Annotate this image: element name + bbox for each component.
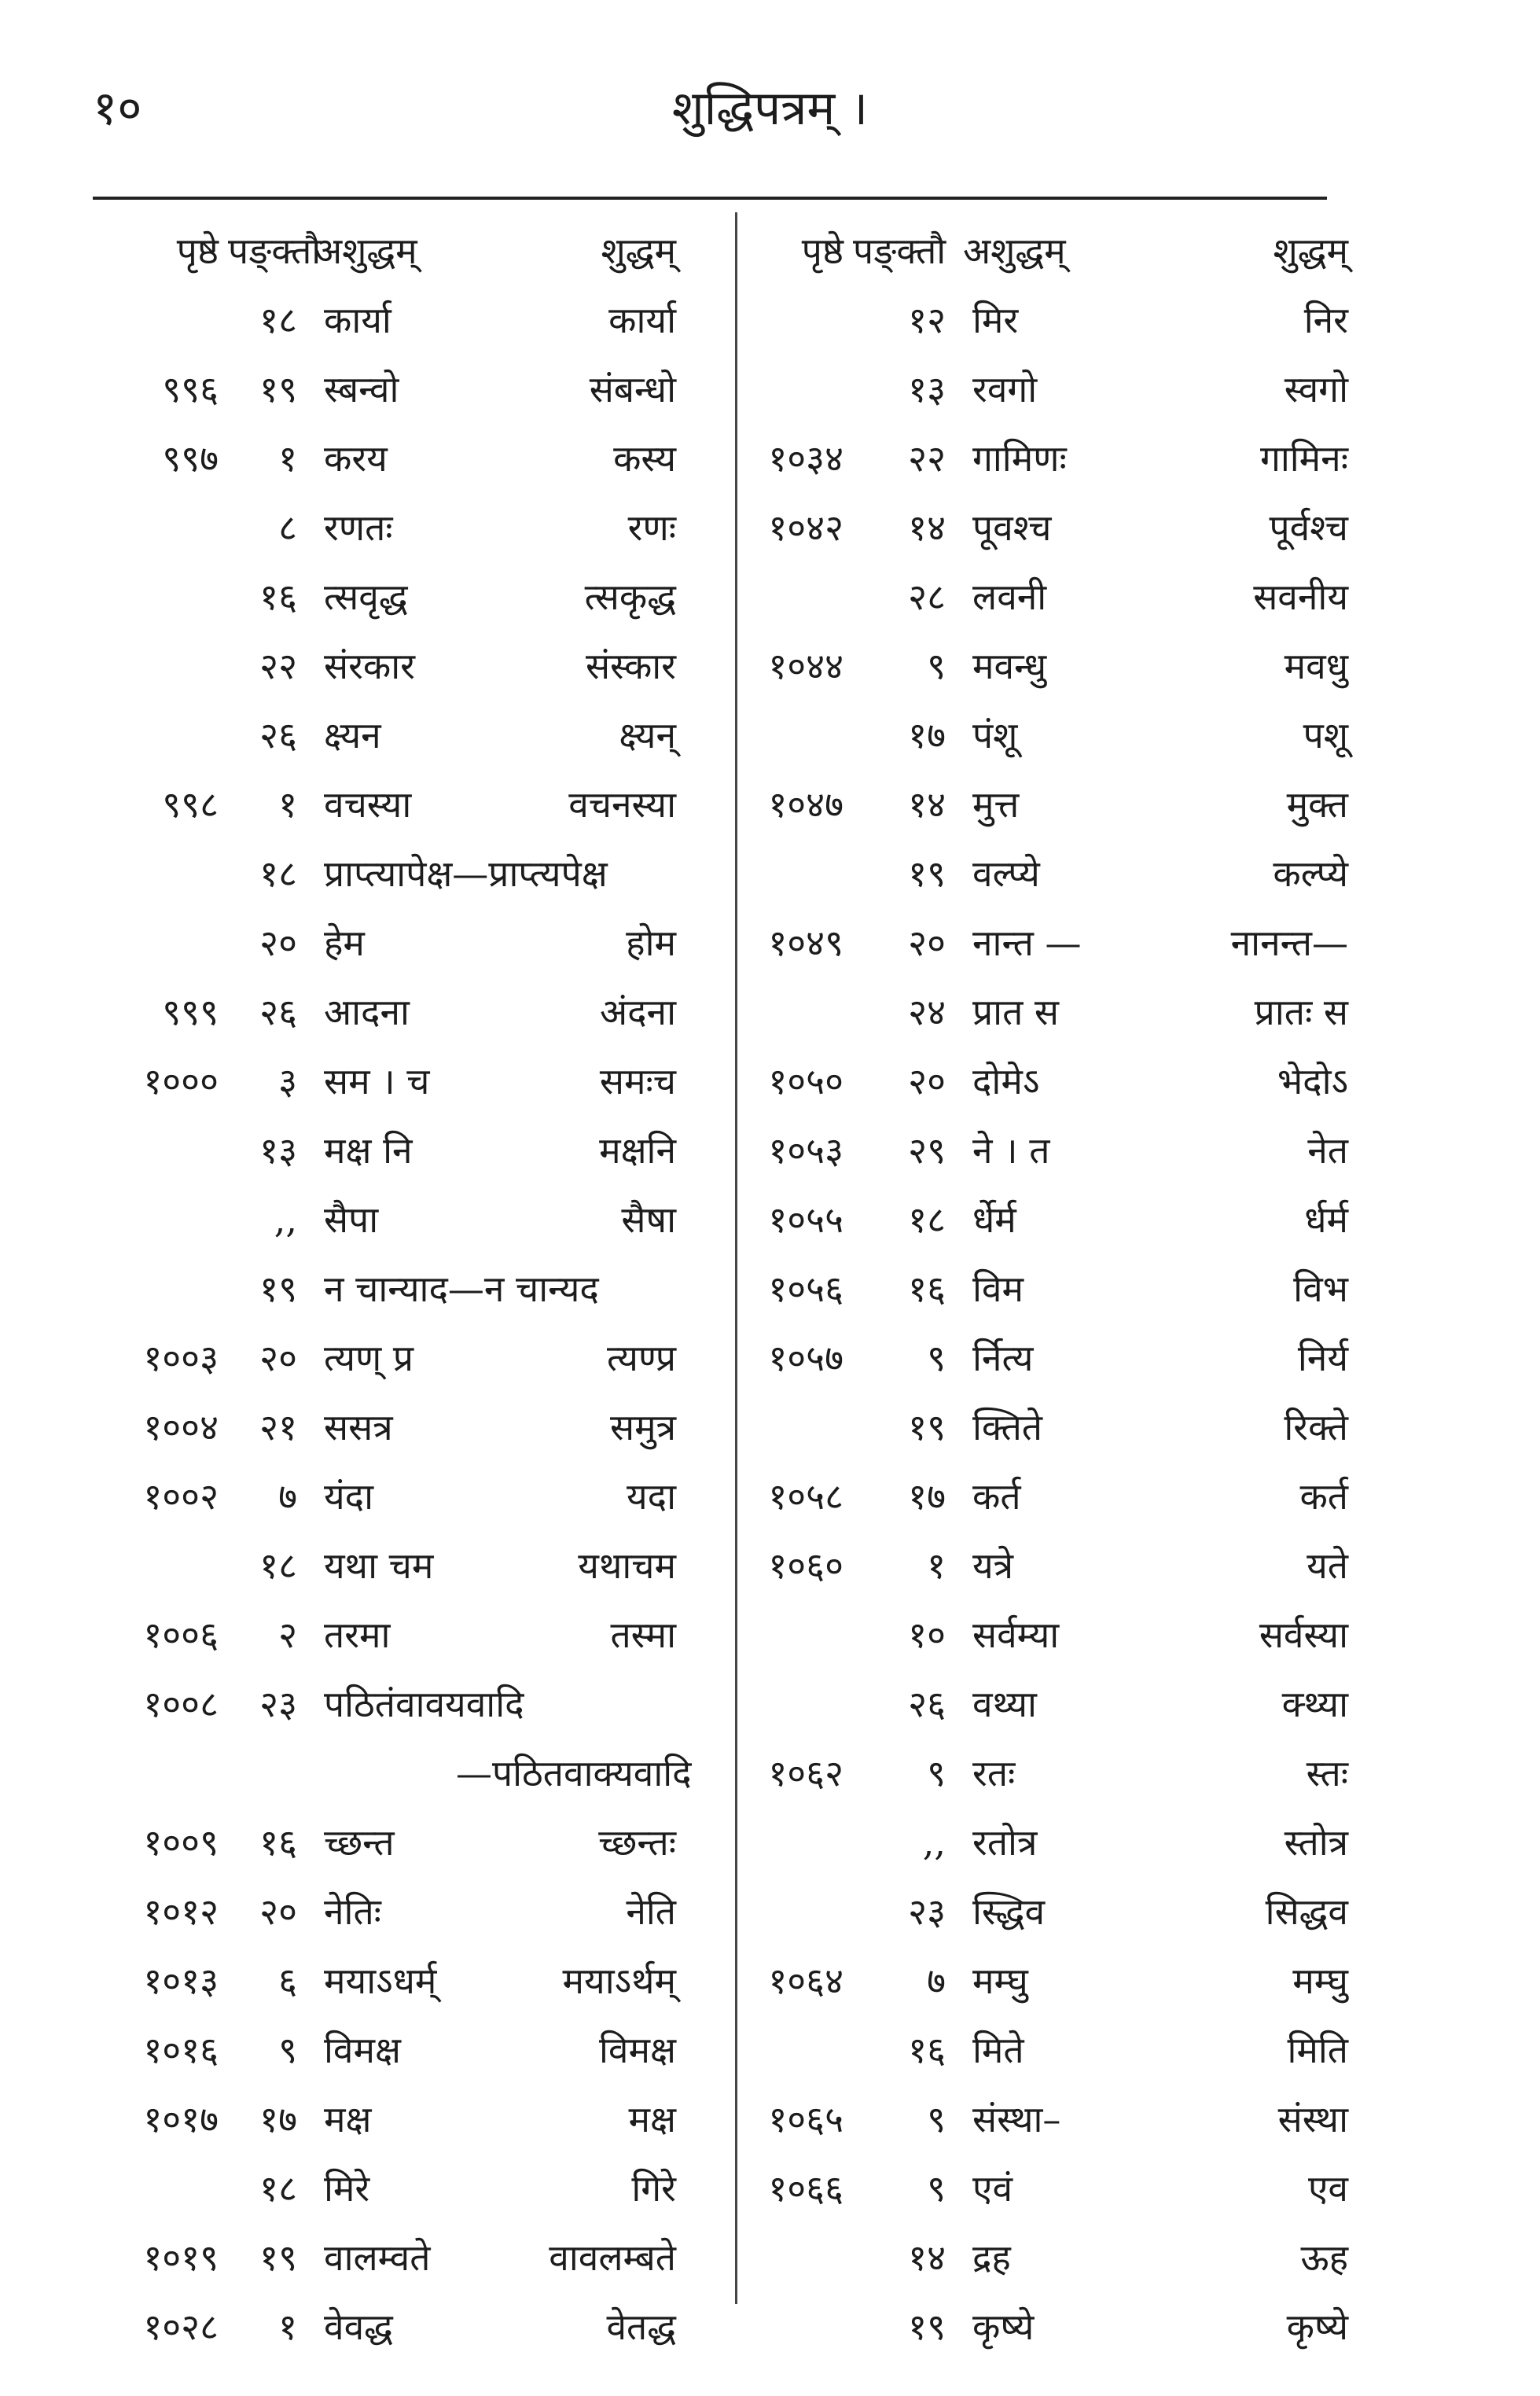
errata-incorrect-text: मिरे [324, 2167, 370, 2210]
header-right: शुद्धम् [1273, 230, 1348, 272]
errata-page-number: १०२८ [143, 2306, 219, 2348]
errata-correct-text: त्यण्प्र [606, 1337, 676, 1379]
errata-page-number: १०१७ [143, 2098, 219, 2140]
errata-incorrect-text: कृष्ये [972, 2306, 1035, 2348]
errata-line-number: १६ [259, 576, 297, 618]
errata-row [110, 2085, 727, 2154]
errata-row [110, 770, 727, 839]
errata-page-number: १०४४ [768, 645, 844, 687]
errata-page-number: १००२ [143, 1475, 219, 1518]
errata-row [110, 1946, 727, 2015]
errata-row [727, 770, 1360, 839]
page-number: १० [93, 81, 142, 136]
errata-incorrect-text: नेतिः [324, 1890, 381, 1933]
errata-row [110, 1323, 727, 1393]
errata-correct-text: यथाचम [578, 1544, 676, 1587]
header-right: शुद्धम् [601, 230, 676, 272]
errata-page-number: १०४९ [768, 922, 844, 964]
errata-row [110, 1116, 727, 1185]
errata-row [110, 1393, 727, 1462]
errata-row [727, 1323, 1360, 1393]
errata-row [727, 424, 1360, 493]
column-header-row [727, 216, 1360, 285]
errata-line-number: २३ [259, 1683, 297, 1725]
errata-row [110, 355, 727, 424]
errata-row [727, 1600, 1360, 1669]
errata-row [110, 2292, 727, 2361]
errata-incorrect-text: स्बन्वो [324, 368, 399, 410]
errata-correct-text: विभ [1293, 1268, 1348, 1310]
errata-page-number: १०६० [768, 1544, 844, 1587]
header-line: पङ्क्तौ [228, 230, 322, 272]
errata-row [727, 2223, 1360, 2292]
errata-correct-text: क्थ्या [1281, 1683, 1348, 1725]
errata-page-number: १०४२ [768, 506, 844, 549]
errata-row [110, 2015, 727, 2085]
errata-line-number: १ [927, 1544, 946, 1587]
errata-page-number: १०५५ [768, 1198, 844, 1241]
errata-incorrect-text: त्सवृद्ध [324, 576, 408, 618]
errata-line-number: २० [908, 1060, 946, 1102]
errata-line-number: १ [278, 437, 297, 480]
errata-line-number: २० [908, 922, 946, 964]
errata-row [727, 1531, 1360, 1600]
errata-row [110, 701, 727, 770]
errata-row [110, 285, 727, 355]
errata-line-number: २३ [908, 1890, 946, 1933]
errata-correct-text: वचनस्या [568, 783, 676, 826]
errata-row [727, 2154, 1360, 2223]
errata-incorrect-text: गामिणः [972, 437, 1067, 480]
errata-line-number: ८ [278, 506, 297, 549]
errata-row [727, 1462, 1360, 1531]
errata-page-number: १००३ [143, 1337, 219, 1379]
errata-row [110, 1254, 727, 1323]
errata-incorrect-text: न चान्याद—न चान्यद [324, 1268, 599, 1310]
errata-line-number: ,, [922, 1821, 946, 1864]
errata-row [110, 1739, 727, 1808]
errata-incorrect-text: वेवद्ध [324, 2306, 393, 2348]
errata-incorrect-text: सर्वम्या [972, 1614, 1060, 1656]
errata-line-number: ९ [927, 1752, 946, 1794]
errata-line-number: ९ [927, 2167, 946, 2210]
errata-incorrect-text: क्ष्यन [324, 714, 381, 756]
errata-line-number: ९ [927, 1337, 946, 1379]
header-page: पृष्ठे [176, 230, 219, 272]
errata-line-number: ,, [274, 1198, 297, 1241]
errata-row [727, 631, 1360, 701]
errata-correct-text: नेत [1307, 1129, 1348, 1172]
errata-row [110, 2223, 727, 2292]
errata-page-number: १०५८ [768, 1475, 844, 1518]
errata-table [110, 216, 1360, 2361]
errata-correct-text: संस्कार [585, 645, 676, 687]
errata-correct-text: रिक्ते [1284, 1406, 1348, 1448]
errata-incorrect-text: यंदा [324, 1475, 374, 1518]
errata-row [727, 1808, 1360, 1877]
errata-panel-left [110, 216, 727, 2361]
errata-incorrect-text: पूवश्च [972, 506, 1052, 549]
errata-row [110, 1669, 727, 1739]
errata-incorrect-text: कार्या [324, 299, 391, 341]
errata-row [727, 1669, 1360, 1739]
errata-line-number: ९ [278, 2029, 297, 2071]
errata-page-number: १०३४ [768, 437, 844, 480]
errata-row [727, 355, 1360, 424]
errata-page-number: १०५७ [768, 1337, 844, 1379]
errata-incorrect-text: मयाऽधर्म् [324, 1960, 437, 2002]
errata-incorrect-text: रवगो [972, 368, 1038, 410]
errata-line-number: १८ [259, 852, 297, 895]
errata-correct-text: कार्या [608, 299, 676, 341]
errata-row [110, 1462, 727, 1531]
errata-line-number: १८ [259, 299, 297, 341]
errata-incorrect-text: दोमेऽ [972, 1060, 1040, 1102]
errata-page-number: १०५० [768, 1060, 844, 1102]
header-line: पङ्क्तौ [853, 230, 946, 272]
errata-correct-text: निर [1303, 299, 1348, 341]
errata-correct-text: नानन्त— [1230, 922, 1348, 964]
errata-incorrect-text: पठितंवावयवादि [324, 1683, 524, 1725]
errata-incorrect-text: ससत्र [324, 1406, 393, 1448]
errata-incorrect-text: एवं [972, 2167, 1013, 2210]
errata-line-number: १८ [908, 1198, 946, 1241]
errata-line-number: १९ [908, 852, 946, 895]
errata-page-number: १००९ [143, 1821, 219, 1864]
errata-line-number: ३ [278, 1060, 297, 1102]
errata-correct-text: सर्वस्या [1259, 1614, 1348, 1656]
errata-line-number: २६ [908, 1683, 946, 1725]
errata-line-number: १८ [259, 2167, 297, 2210]
errata-row [110, 839, 727, 908]
errata-correct-text: मयाऽर्थम् [562, 1960, 676, 2002]
errata-row [110, 1047, 727, 1116]
errata-incorrect-text: मम्घु [972, 1960, 1028, 2002]
errata-line-number: २४ [908, 991, 946, 1033]
errata-incorrect-text: त्यण् प्र [324, 1337, 414, 1379]
errata-line-number: २६ [259, 714, 297, 756]
errata-line-number: १६ [259, 1821, 297, 1864]
errata-row [110, 493, 727, 562]
errata-correct-text: वेतद्ध [606, 2306, 676, 2348]
errata-correct-text: पशू [1303, 714, 1348, 756]
errata-line-number: २६ [259, 991, 297, 1033]
errata-line-number: १ [278, 2306, 297, 2348]
errata-page-number: १०१२ [143, 1890, 219, 1933]
page-title: शुद्धिपत्रम् । [671, 81, 869, 136]
errata-page-number: १०६२ [768, 1752, 844, 1794]
errata-incorrect-text: कर्त [972, 1475, 1021, 1518]
errata-incorrect-text: वचस्या [324, 783, 412, 826]
errata-row [110, 908, 727, 977]
errata-page-number: ९९९ [162, 991, 219, 1033]
errata-line-number: २१ [259, 1406, 297, 1448]
errata-correct-text: एव [1307, 2167, 1348, 2210]
errata-page-number: १००६ [143, 1614, 219, 1656]
errata-row [727, 1185, 1360, 1254]
errata-incorrect-text: र्नित्य [972, 1337, 1034, 1379]
errata-line-number: १९ [908, 2306, 946, 2348]
errata-incorrect-text: च्छन्त [324, 1821, 395, 1864]
errata-correct-text: भेदोऽ [1277, 1060, 1348, 1102]
errata-line-number: १९ [259, 2236, 297, 2279]
errata-correct-text: वावलम्बते [549, 2236, 676, 2279]
errata-line-number: २० [259, 1337, 297, 1379]
errata-incorrect-text: पंशू [972, 714, 1018, 756]
errata-line-number: १८ [259, 1544, 297, 1587]
errata-row [110, 977, 727, 1047]
errata-incorrect-text: द्रह [972, 2236, 1011, 2279]
errata-correct-text: पूर्वश्च [1269, 506, 1348, 549]
errata-page-number: १००४ [143, 1406, 219, 1448]
errata-line-number: १९ [259, 1268, 297, 1310]
errata-correct-text: गामिनः [1259, 437, 1348, 480]
errata-correct-text: स्वगो [1284, 368, 1348, 410]
errata-incorrect-text: संरकार [324, 645, 415, 687]
errata-line-number: ७ [927, 1960, 946, 2002]
errata-correct-text: कस्य [613, 437, 676, 480]
errata-row [727, 908, 1360, 977]
errata-correct-text: क्ष्यन् [619, 714, 676, 756]
errata-correct-text: गिरे [631, 2167, 676, 2210]
errata-correct-text: मवधु [1284, 645, 1348, 687]
errata-line-number: १६ [908, 2029, 946, 2071]
errata-incorrect-text: यथा चम [324, 1544, 434, 1587]
errata-row [110, 424, 727, 493]
errata-correct-text: त्सकृद्ध [584, 576, 676, 618]
errata-line-number: २८ [908, 576, 946, 618]
errata-correct-text: तस्मा [610, 1614, 676, 1656]
errata-row [727, 1946, 1360, 2015]
errata-line-number: १७ [908, 1475, 946, 1518]
errata-correct-text: र्धर्म [1304, 1198, 1348, 1241]
errata-panel-right [727, 216, 1360, 2361]
errata-page-number: १०६५ [768, 2098, 844, 2140]
errata-incorrect-text: वथ्या [972, 1683, 1037, 1725]
errata-line-number: १७ [908, 714, 946, 756]
errata-line-number: २२ [259, 645, 297, 687]
errata-incorrect-text: तरमा [324, 1614, 391, 1656]
errata-page-number: १०१६ [143, 2029, 219, 2071]
errata-correct-text: ऊह [1300, 2236, 1348, 2279]
errata-line-number: ९ [927, 645, 946, 687]
errata-incorrect-text: आदना [324, 991, 410, 1033]
errata-page-number: ९९७ [162, 437, 219, 480]
errata-correct-text: कृष्ये [1286, 2306, 1348, 2348]
errata-line-number: १९ [259, 368, 297, 410]
errata-row [727, 839, 1360, 908]
errata-correct-text: सैषा [621, 1198, 676, 1241]
errata-correct-text: नेति [626, 1890, 676, 1933]
errata-line-number: २२ [908, 437, 946, 480]
errata-page-number: १००८ [143, 1683, 219, 1725]
errata-page-number: १००० [143, 1060, 219, 1102]
errata-page-number: ९९८ [162, 783, 219, 826]
errata-row [727, 1877, 1360, 1946]
column-header-row [110, 216, 727, 285]
errata-line-number: १३ [259, 1129, 297, 1172]
errata-row [727, 285, 1360, 355]
errata-incorrect-text: क्तिते [972, 1406, 1043, 1448]
header-wrong: अशुद्धम् [963, 230, 1066, 272]
errata-correct-text: च्छन्तः [598, 1821, 676, 1864]
errata-incorrect-text: ने । त [972, 1129, 1050, 1172]
errata-correct-text: सिद्धव [1265, 1890, 1348, 1933]
errata-row [110, 1531, 727, 1600]
errata-page-number: १०६६ [768, 2167, 844, 2210]
errata-incorrect-text: संस्था– [972, 2098, 1061, 2140]
errata-incorrect-text: प्रात स [972, 991, 1060, 1033]
errata-page-number: १०५३ [768, 1129, 844, 1172]
errata-line-number: ९ [927, 2098, 946, 2140]
errata-page-number: १०५६ [768, 1268, 844, 1310]
errata-line-number: २० [259, 922, 297, 964]
errata-incorrect-text: लवनी [972, 576, 1047, 618]
errata-correct-text: यते [1307, 1544, 1348, 1587]
errata-line-number: १९ [908, 1406, 946, 1448]
errata-row [727, 701, 1360, 770]
errata-incorrect-text: करय [324, 437, 388, 480]
errata-correct-text: समुत्र [610, 1406, 676, 1448]
errata-row [727, 493, 1360, 562]
errata-correct-text: सवनीय [1253, 576, 1348, 618]
errata-incorrect-text: नान्त — [972, 922, 1082, 964]
errata-page-number: १०६४ [768, 1960, 844, 2002]
errata-correct-text: समःच [599, 1060, 676, 1102]
errata-correct-text: मम्घु [1292, 1960, 1348, 2002]
errata-line-number: १४ [908, 783, 946, 826]
errata-correct-text: प्रातः स [1254, 991, 1348, 1033]
errata-row [110, 1808, 727, 1877]
errata-row [110, 1877, 727, 1946]
errata-incorrect-text: सम । च [324, 1060, 430, 1102]
errata-row [727, 1254, 1360, 1323]
errata-line-number: १० [908, 1614, 946, 1656]
errata-row [110, 2154, 727, 2223]
top-rule [93, 197, 1327, 200]
errata-incorrect-text: यत्रे [972, 1544, 1014, 1587]
errata-correct-text: स्तः [1306, 1752, 1348, 1794]
errata-page-number: १०४७ [768, 783, 844, 826]
errata-line-number: १ [278, 783, 297, 826]
errata-incorrect-text: वल्प्ये [972, 852, 1040, 895]
errata-incorrect-text: स्द्धिव [972, 1890, 1046, 1933]
errata-correct-text: मिति [1287, 2029, 1348, 2071]
errata-row [727, 562, 1360, 631]
errata-incorrect-text: मवन्धु [972, 645, 1047, 687]
errata-row [727, 1739, 1360, 1808]
errata-correct-text: कल्प्ये [1273, 852, 1348, 895]
errata-row [110, 1185, 727, 1254]
errata-correct-text: मक्षनि [599, 1129, 676, 1172]
header-page: पृष्ठे [801, 230, 844, 272]
errata-line-number: २ [278, 1614, 297, 1656]
errata-correct-text: अंदना [599, 991, 676, 1033]
errata-correct-text: कर्त [1299, 1475, 1348, 1518]
errata-row [110, 562, 727, 631]
errata-incorrect-text: हेम [324, 922, 365, 964]
errata-incorrect-text: विमक्ष [324, 2029, 401, 2071]
errata-line-number: २९ [908, 1129, 946, 1172]
errata-incorrect-text: रणतः [324, 506, 393, 549]
errata-incorrect-text: मिते [972, 2029, 1024, 2071]
errata-correct-text: निर्य [1297, 1337, 1348, 1379]
errata-line-number: १४ [908, 2236, 946, 2279]
errata-incorrect-text: रतः [972, 1752, 1016, 1794]
errata-row [727, 2292, 1360, 2361]
errata-line-number: १४ [908, 506, 946, 549]
errata-correct-text: स्तोत्र [1284, 1821, 1348, 1864]
errata-page-number: १०१३ [143, 1960, 219, 2002]
errata-row [727, 2085, 1360, 2154]
errata-row [727, 977, 1360, 1047]
errata-incorrect-text: सैपा [324, 1198, 379, 1241]
errata-incorrect-text: वालम्वते [324, 2236, 431, 2279]
errata-row [727, 1047, 1360, 1116]
errata-line-number: १२ [908, 299, 946, 341]
errata-correct-text: रणः [627, 506, 676, 549]
errata-incorrect-text: मुत्त [972, 783, 1020, 826]
errata-correct-text: —पठितवाक्यवादि [456, 1752, 692, 1794]
errata-incorrect-text: मिर [972, 299, 1019, 341]
errata-correct-text: यदा [626, 1475, 676, 1518]
errata-incorrect-text: र्धेर्म [972, 1198, 1016, 1241]
errata-incorrect-text: मक्ष नि [324, 1129, 413, 1172]
errata-correct-text: होम [626, 922, 676, 964]
header-wrong: अशुद्धम् [314, 230, 417, 272]
errata-page-number: ९९६ [162, 368, 219, 410]
errata-row [727, 1393, 1360, 1462]
errata-correct-text: संबन्धो [589, 368, 676, 410]
errata-correct-text: संस्था [1277, 2098, 1348, 2140]
errata-row [110, 1600, 727, 1669]
errata-line-number: १६ [908, 1268, 946, 1310]
errata-line-number: ६ [278, 1960, 297, 2002]
errata-row [727, 2015, 1360, 2085]
errata-line-number: ७ [278, 1475, 297, 1518]
errata-incorrect-text: प्राप्त्यापेक्ष—प्राप्त्यपेक्ष [324, 852, 608, 895]
errata-row [727, 1116, 1360, 1185]
errata-incorrect-text: विम [972, 1268, 1024, 1310]
errata-correct-text: विमक्ष [599, 2029, 676, 2071]
errata-row [110, 631, 727, 701]
errata-incorrect-text: मक्ष [324, 2098, 372, 2140]
errata-line-number: १७ [259, 2098, 297, 2140]
errata-line-number: २० [259, 1890, 297, 1933]
errata-correct-text: मुक्त [1286, 783, 1348, 826]
errata-line-number: १३ [908, 368, 946, 410]
errata-correct-text: मक्ष [628, 2098, 676, 2140]
errata-page-number: १०१९ [143, 2236, 219, 2279]
errata-incorrect-text: रतोत्र [972, 1821, 1038, 1864]
